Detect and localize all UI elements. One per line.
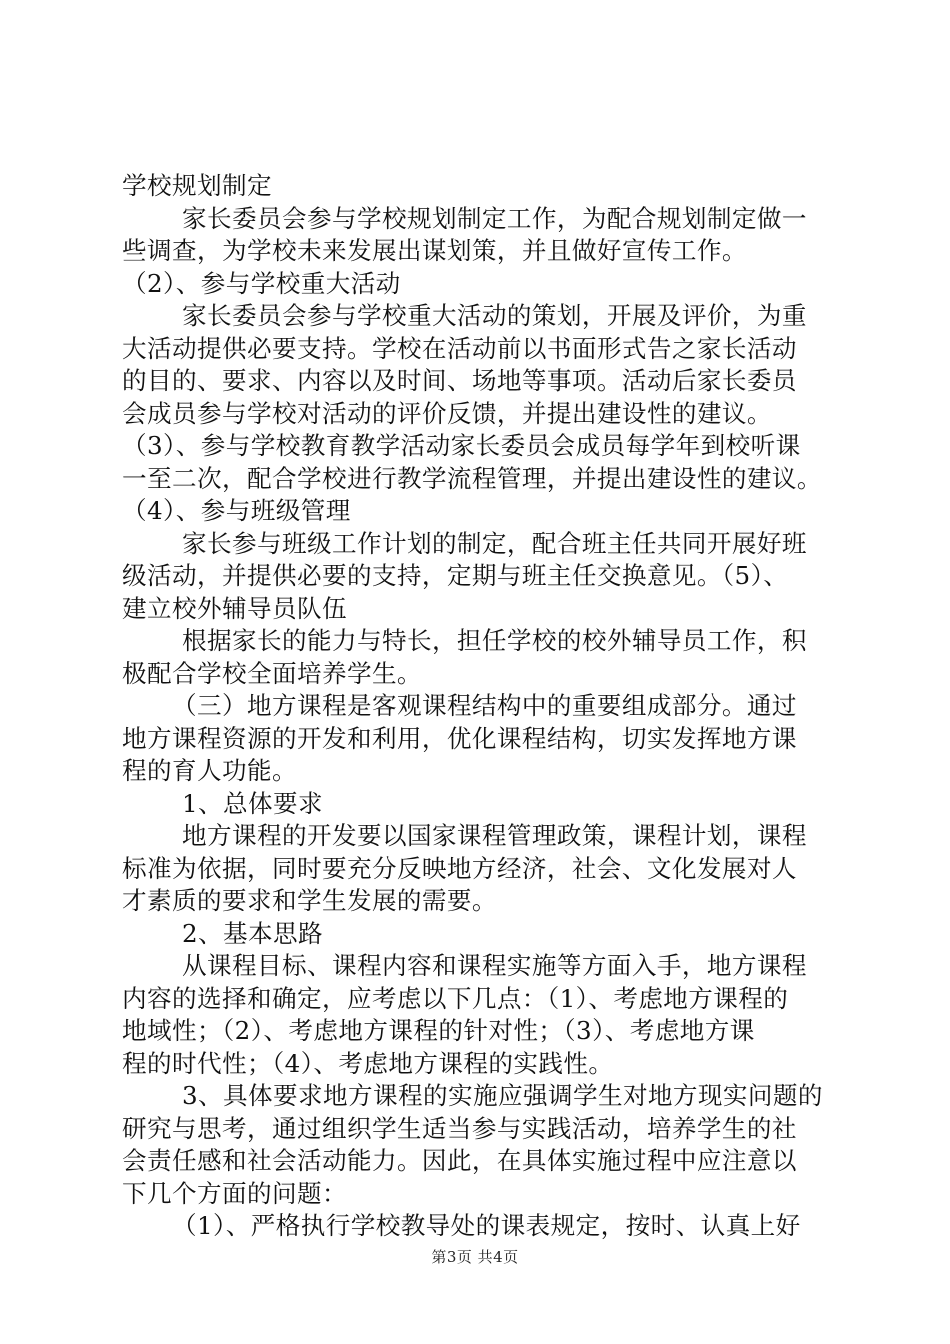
text-line: 从课程目标、课程内容和课程实施等方面入手，地方课程: [182, 951, 807, 980]
text-line: 内容的选择和确定，应考虑以下几点：（1）、考虑地方课程的: [122, 983, 789, 1013]
text-line: 会责任感和社会活动能力。因此，在具体实施过程中应注意以: [122, 1146, 797, 1175]
text-line: 才素质的要求和学生发展的需要。: [122, 886, 497, 915]
text-line: 一至二次，配合学校进行教学流程管理，并提出建设性的建议。: [122, 463, 822, 493]
text-line: 些调查，为学校未来发展出谋划策，并且做好宣传工作。: [122, 236, 747, 265]
text-line: 根据家长的能力与特长，担任学校的校外辅导员工作，积: [182, 626, 807, 655]
text-line: 1、总体要求: [182, 788, 324, 818]
text-line: 地方课程资源的开发和利用，优化课程结构，切实发挥地方课: [122, 723, 797, 753]
text-line: 程的时代性；（4）、考虑地方课程的实践性。: [122, 1048, 614, 1078]
text-line: 家长委员会参与学校重大活动的策划，开展及评价，为重: [182, 301, 807, 330]
text-line: 下几个方面的问题：: [122, 1178, 347, 1208]
text-line: （4）、参与班级管理: [122, 496, 351, 525]
text-line: 程的育人功能。: [122, 756, 297, 785]
text-line: 学校规划制定: [122, 171, 272, 200]
text-line: 极配合学校全面培养学生。: [122, 658, 422, 688]
text-line: 大活动提供必要支持。学校在活动前以书面形式告之家长活动: [122, 333, 797, 363]
text-line: 地域性；（2）、考虑地方课程的针对性；（3）、考虑地方课: [122, 1016, 755, 1045]
text-line: 标准为依据，同时要充分反映地方经济，社会、文化发展对人: [122, 853, 797, 883]
text-line: 2、基本思路: [182, 918, 324, 948]
text-line: 会成员参与学校对活动的评价反馈，并提出建设性的建议。: [122, 398, 772, 428]
text-line: （3）、参与学校教育教学活动家长委员会成员每学年到校听课: [122, 431, 801, 460]
text-line: 建立校外辅导员队伍: [122, 593, 347, 623]
text-line: 级活动，并提供必要的支持，定期与班主任交换意见。（5）、: [122, 561, 789, 590]
text-line: 的目的、要求、内容以及时间、场地等事项。活动后家长委员: [122, 366, 797, 395]
text-line: 3、具体要求地方课程的实施应强调学生对地方现实问题的: [182, 1081, 823, 1110]
text-line: （三）地方课程是客观课程结构中的重要组成部分。通过: [172, 691, 797, 720]
text-line: 地方课程的开发要以国家课程管理政策，课程计划，课程: [182, 821, 807, 850]
text-line: 家长参与班级工作计划的制定，配合班主任共同开展好班: [182, 528, 807, 558]
page-footer: 第3页 共4页: [431, 1248, 519, 1266]
text-line: （2）、参与学校重大活动: [122, 268, 401, 298]
document-body: [122, 170, 842, 1243]
text-line: （1）、严格执行学校教导处的课表规定，按时、认真上好: [172, 1211, 801, 1240]
text-line: 研究与思考，通过组织学生适当参与实践活动，培养学生的社: [122, 1113, 797, 1143]
text-line: 家长委员会参与学校规划制定工作，为配合规划制定做一: [182, 203, 807, 233]
